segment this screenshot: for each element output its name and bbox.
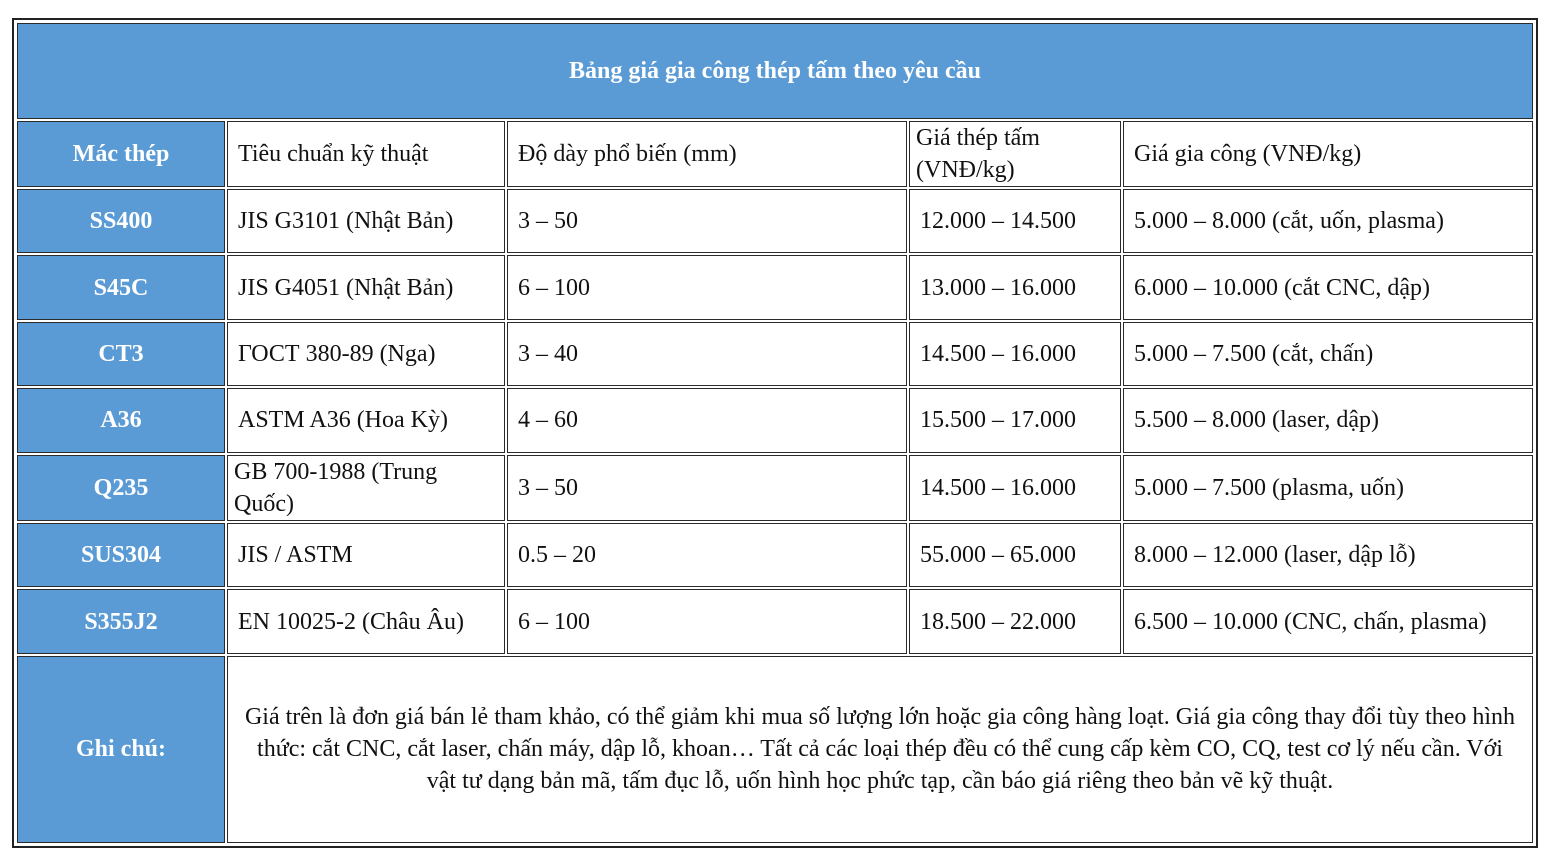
processing-price-cell: 5.500 – 8.000 (laser, dập)	[1123, 388, 1533, 452]
processing-price-cell: 8.000 – 12.000 (laser, dập lỗ)	[1123, 523, 1533, 587]
header-thickness: Độ dày phổ biến (mm)	[507, 121, 907, 187]
grade-cell: CT3	[17, 322, 225, 386]
processing-price-cell: 6.000 – 10.000 (cắt CNC, dập)	[1123, 255, 1533, 319]
grade-cell: A36	[17, 388, 225, 452]
thickness-cell: 3 – 50	[507, 455, 907, 521]
grade-cell: Q235	[17, 455, 225, 521]
header-sheet-price: Giá thép tấm (VNĐ/kg)	[909, 121, 1121, 187]
table-row	[17, 455, 1533, 521]
standard-cell: JIS G3101 (Nhật Bản)	[227, 189, 505, 253]
grade-cell: S45C	[17, 255, 225, 319]
price-table	[15, 21, 1535, 845]
sheet-price-cell: 14.500 – 16.000	[909, 322, 1121, 386]
standard-cell: JIS / ASTM	[227, 523, 505, 587]
sheet-price-cell: 13.000 – 16.000	[909, 255, 1121, 319]
table-row	[17, 189, 1533, 253]
table-row	[17, 388, 1533, 452]
note-row	[17, 656, 1533, 843]
header-processing-price: Giá gia công (VNĐ/kg)	[1123, 121, 1533, 187]
sheet-price-cell: 15.500 – 17.000	[909, 388, 1121, 452]
table-row	[17, 322, 1533, 386]
thickness-cell: 0.5 – 20	[507, 523, 907, 587]
header-grade: Mác thép	[17, 121, 225, 187]
processing-price-cell: 6.500 – 10.000 (CNC, chấn, plasma)	[1123, 589, 1533, 653]
table-title: Bảng giá gia công thép tấm theo yêu cầu	[17, 23, 1533, 119]
thickness-cell: 4 – 60	[507, 388, 907, 452]
processing-price-cell: 5.000 – 8.000 (cắt, uốn, plasma)	[1123, 189, 1533, 253]
table-row	[17, 255, 1533, 319]
processing-price-cell: 5.000 – 7.500 (cắt, chấn)	[1123, 322, 1533, 386]
table-row	[17, 589, 1533, 653]
sheet-price-cell: 55.000 – 65.000	[909, 523, 1121, 587]
grade-cell: SUS304	[17, 523, 225, 587]
grade-cell: SS400	[17, 189, 225, 253]
sheet-price-cell: 18.500 – 22.000	[909, 589, 1121, 653]
price-table-container	[12, 18, 1538, 848]
sheet-price-cell: 14.500 – 16.000	[909, 455, 1121, 521]
standard-cell: EN 10025-2 (Châu Âu)	[227, 589, 505, 653]
header-standard: Tiêu chuẩn kỹ thuật	[227, 121, 505, 187]
processing-price-cell: 5.000 – 7.500 (plasma, uốn)	[1123, 455, 1533, 521]
thickness-cell: 6 – 100	[507, 255, 907, 319]
standard-cell: ГОСТ 380-89 (Nga)	[227, 322, 505, 386]
note-label: Ghi chú:	[17, 656, 225, 843]
grade-cell: S355J2	[17, 589, 225, 653]
standard-cell: JIS G4051 (Nhật Bản)	[227, 255, 505, 319]
thickness-cell: 3 – 40	[507, 322, 907, 386]
sheet-price-cell: 12.000 – 14.500	[909, 189, 1121, 253]
thickness-cell: 3 – 50	[507, 189, 907, 253]
note-text: Giá trên là đơn giá bán lẻ tham khảo, có thể giảm khi mua số lượng lớn hoặc gia công hàng loạt. Giá gia công thay đổi tùy theo hình thức: cắt CNC, cắt laser, chấn máy, dập lỗ, khoan… Tất cả các loại thép đều có thể cung cấp kèm CO, CQ, test cơ lý nếu cần. Với vật tư dạng bản mã, tấm đục lỗ, uốn hình học phức tạp, cần báo giá riêng theo bản vẽ kỹ thuật.	[227, 656, 1533, 843]
table-row	[17, 523, 1533, 587]
standard-cell: ASTM A36 (Hoa Kỳ)	[227, 388, 505, 452]
standard-cell: GB 700-1988 (Trung Quốc)	[227, 455, 505, 521]
thickness-cell: 6 – 100	[507, 589, 907, 653]
